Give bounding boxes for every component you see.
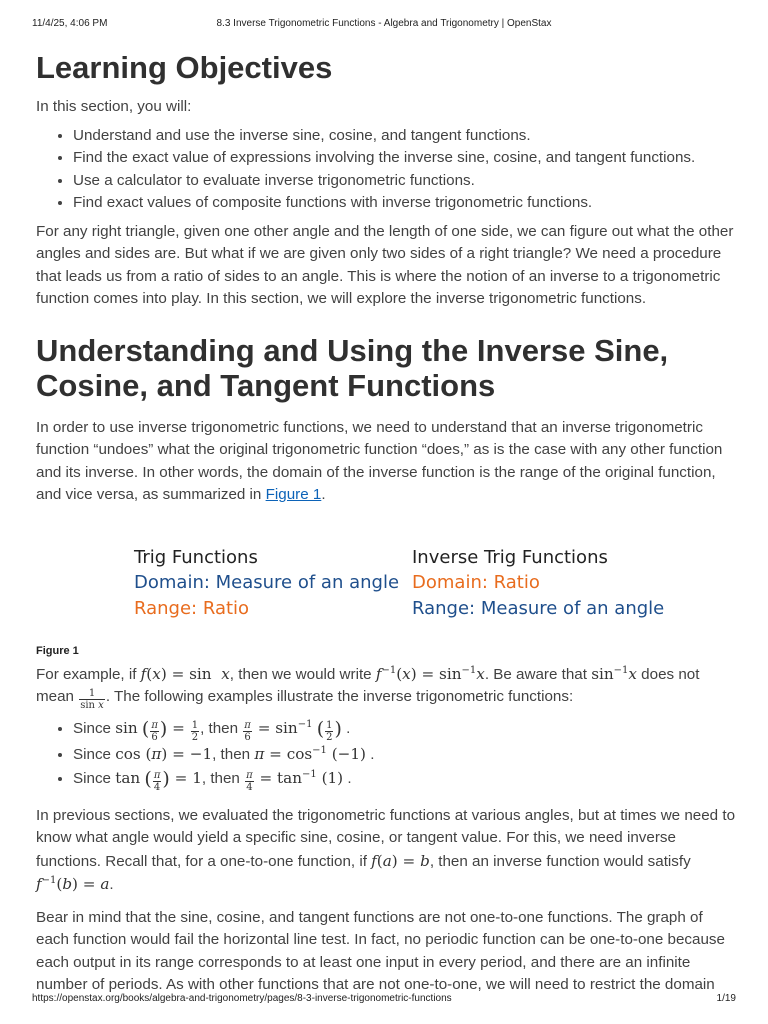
- objectives-list: [36, 125, 736, 215]
- objectives-intro: In this section, you will:: [36, 98, 192, 115]
- trig-functions-column: [134, 545, 399, 622]
- inverse-trig-title: Inverse Trig Functions: [412, 546, 608, 568]
- print-footer: [32, 993, 736, 1007]
- page-number: 1/19: [716, 993, 736, 1004]
- figure-1: [36, 517, 736, 645]
- print-header: [32, 18, 736, 32]
- print-page-title: 8.3 Inverse Trigonometric Functions - Algebra and Trigonometry | OpenStax: [216, 18, 552, 29]
- trig-domain: Domain: Measure of an angle: [134, 572, 400, 593]
- trig-functions-title: Trig Functions: [134, 546, 258, 568]
- print-datetime: 11/4/25, 4:06 PM: [32, 18, 108, 29]
- print-footer-url: https://openstax.org/books/algebra-and-trigonometry/pages/8-3-inverse-trigonometric-functions: [32, 993, 452, 1004]
- trig-range: Range: Ratio: [134, 597, 250, 619]
- example-paragraph: For example, if f(x) = sin x, then we would write $f^{-1}(x) = \sin^{-1}x$. Be aware that $\sin^{-1}x$ does not mean $\frac{1}{\text{sin x}}$ . The following examples illustrate the inverse trigonometric functions:: [36, 664, 700, 711]
- inverse-trig-range: Range: Measure of an angle: [412, 597, 665, 619]
- inverse-trig-functions-column: [412, 545, 664, 622]
- bear-in-mind-paragraph: Bear in mind that the sine, cosine, and tangent functions are not one-to-one functions. The graph of each function would fail the horizontal line test. In fact, no periodic function can be one-to-one because each output in its range corresponds to at least one input in every period, and there are an infinite number of periods. As with other functions that are not one-to-one, we will need to restrict the domain: [36, 908, 725, 993]
- figure-1-link[interactable]: Figure 1: [265, 486, 322, 503]
- objective-item: • Use a calculator to evaluate inverse trigonometric functions.: [73, 170, 736, 193]
- intro-paragraph: For any right triangle, given one other angle and the length of one side, we can figure out what the other angles and sides are. But what if we are given only two sides of a right triangle? We need a procedure that leads us from a ratio of sides to an angle. This is where the notion of an inverse to a trigonometric function comes into play. In this section, we will explore the inverse trigonometric functions.: [36, 222, 734, 307]
- objective-item: • Find the exact value of expressions involving the inverse sine, cosine, and tangent functions.: [73, 147, 736, 170]
- section-paragraph: In order to use inverse trigonometric functions, we need to understand that an inverse trigonometric function “undoes” what the original trigonometric function “does,” as is the case with any other function and its inverse. In other words, the domain of the inverse function is the range of the original function, and vice versa, as summarized in Figure 1.: [36, 418, 723, 503]
- example-item-sine: • Since sin ( $\frac{\pi}{6}$ ) = $\frac{1}{2}$ , then $\frac{\pi}{6}$ = $\sin^{-1}$ ( $\frac{1}{2}$ ) .: [73, 717, 736, 743]
- figure-caption: Figure 1: [36, 644, 79, 657]
- example-item-tangent: • Since tan ( $\frac{\pi}{4}$ ) = 1, then $\frac{\pi}{4}$ = $\tan^{-1} (1)$ .: [73, 767, 736, 793]
- section-heading: Understanding and Using the Inverse Sine, Cosine, and Tangent Functions: [36, 332, 669, 403]
- inverse-trig-domain: Domain: Ratio: [412, 572, 540, 593]
- objective-item: • Find exact values of composite functions with inverse trigonometric functions.: [73, 192, 736, 215]
- previous-sections-paragraph: In previous sections, we evaluated the trigonometric functions at various angles, but at times we need to know what angle would yield a specific sine, cosine, or tangent value. For this, we need inverse functions. Recall that, for a one-to-one function, if f(a) = b, then an inverse function would satisfy $f^{-1}(b) = a$.: [36, 806, 736, 893]
- examples-list: [36, 717, 736, 793]
- page-content: [36, 50, 736, 997]
- example-item-cosine: • Since cos (π) = −1, then $\pi = \cos^{-1} (-1)$ .: [73, 743, 736, 767]
- objective-item: • Understand and use the inverse sine, cosine, and tangent functions.: [73, 125, 736, 148]
- learning-objectives-heading: Learning Objectives: [36, 50, 333, 85]
